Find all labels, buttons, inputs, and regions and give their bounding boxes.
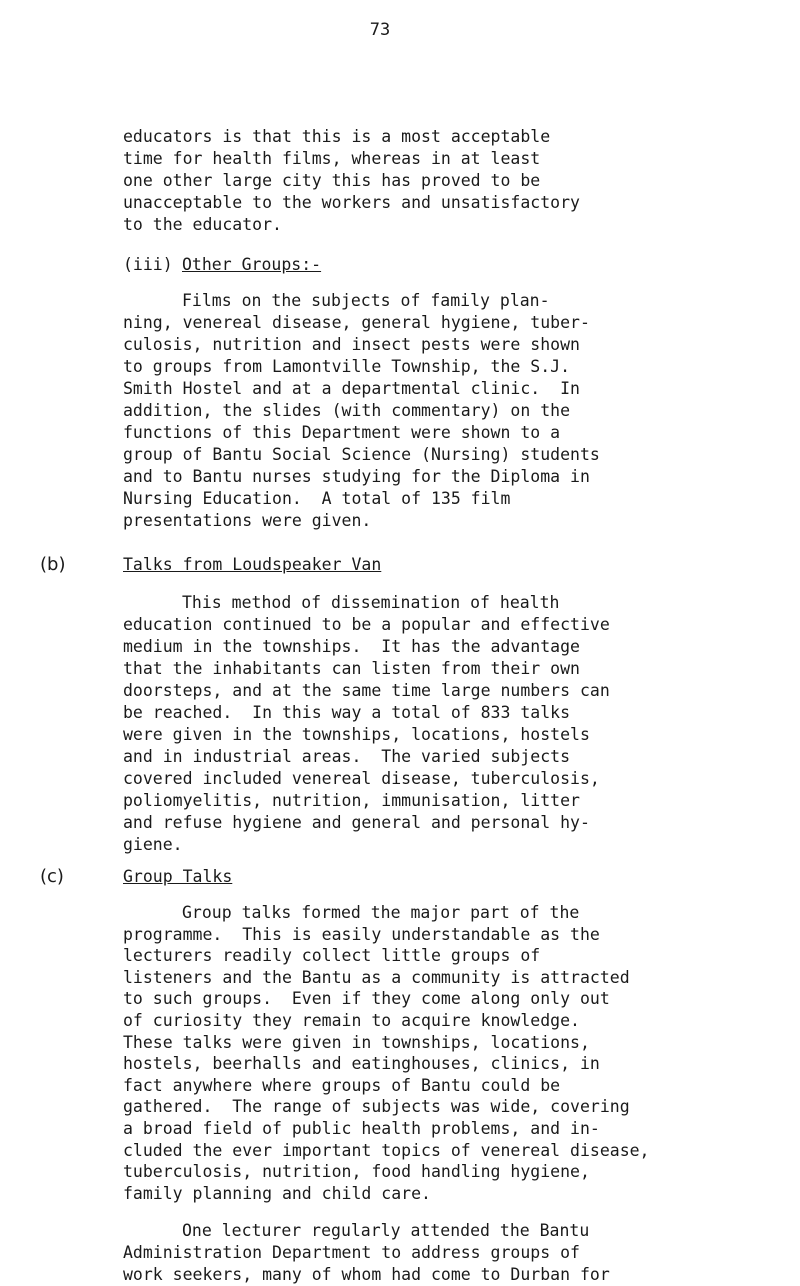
section-b-line-6: be reached. In this way a total of 833 talks: [123, 703, 571, 722]
section-iii-line-9: and to Bantu nurses studying for the Diploma in: [123, 467, 590, 486]
section-b-marker: (b): [40, 554, 66, 575]
section-iii-line-10: Nursing Education. A total of 135 film: [123, 489, 511, 508]
intro-line-3: one other large city this has proved to be: [123, 171, 541, 190]
section-b-line-3: medium in the townships. It has the advantage: [123, 637, 580, 656]
section-c-line-2: programme. This is easily understandable as the: [123, 924, 600, 944]
section-b-line-11: and refuse hygiene and general and personal hy-: [123, 813, 590, 832]
intro-line-5: to the educator.: [123, 215, 282, 234]
section-c-para2-line-3: work seekers, many of whom had come to Durban for: [123, 1264, 610, 1284]
section-c-para2-line-1: One lecturer regularly attended the Bantu: [182, 1221, 590, 1241]
section-c-line-6: of curiosity they remain to acquire knowledge.: [123, 1011, 580, 1030]
section-c-line-12: cluded the ever important topics of venereal disease,: [123, 1140, 650, 1160]
section-b-line-5: doorsteps, and at the same time large numbers can: [123, 681, 610, 700]
section-c-line-1: Group talks formed the major part of the: [182, 903, 580, 922]
section-b-line-1: This method of dissemination of health: [182, 593, 560, 612]
section-b-line-10: poliomyelitis, nutrition, immunisation, litter: [123, 791, 580, 810]
intro-line-2: time for health films, whereas in at least: [123, 149, 541, 168]
section-c-para2-line-2: Administration Department to address groups of: [123, 1243, 580, 1262]
section-iii-line-8: group of Bantu Social Science (Nursing) students: [123, 445, 600, 464]
page-number: 73: [369, 20, 391, 40]
section-c-line-3: lecturers readily collect little groups of: [123, 946, 541, 966]
intro-line-4: unacceptable to the workers and unsatisfactory: [123, 193, 580, 212]
section-b-line-8: and in industrial areas. The varied subjects: [123, 747, 571, 766]
section-b-line-9: covered included venereal disease, tuberculosis,: [123, 769, 600, 788]
intro-line-1: educators is that this is a most acceptable: [123, 127, 551, 146]
section-c-line-13: tuberculosis, nutrition, food handling hygiene,: [123, 1162, 590, 1182]
section-iii-heading: Other Groups:-: [182, 255, 322, 274]
section-c-line-9: fact anywhere where groups of Bantu could be: [123, 1075, 561, 1095]
section-iii-line-11: presentations were given.: [123, 511, 372, 530]
section-iii-line-3: culosis, nutrition and insect pests were shown: [123, 335, 580, 354]
section-iii-marker: (iii): [123, 255, 173, 274]
section-c-line-4: listeners and the Bantu as a community is attracted: [123, 967, 630, 987]
section-b-line-12: giene.: [123, 835, 183, 854]
section-c-line-7: These talks were given in townships, locations,: [123, 1032, 590, 1052]
section-iii-line-5: Smith Hostel and at a departmental clinic. In: [123, 379, 580, 398]
section-c-line-14: family planning and child care.: [123, 1183, 431, 1203]
section-b-line-7: were given in the townships, locations, hostels: [123, 725, 590, 744]
section-c-heading: Group Talks: [123, 867, 233, 886]
section-iii-line-4: to groups from Lamontville Township, the S.J.: [123, 357, 571, 376]
section-b-line-2: education continued to be a popular and effective: [123, 615, 610, 634]
section-iii-line-2: ning, venereal disease, general hygiene, tuber-: [123, 313, 590, 332]
section-iii-line-6: addition, the slides (with commentary) on the: [123, 401, 571, 420]
section-iii-line-7: functions of this Department were shown to a: [123, 423, 561, 442]
section-c-line-8: hostels, beerhalls and eatinghouses, clinics, in: [123, 1054, 600, 1074]
section-c-line-10: gathered. The range of subjects was wide, covering: [123, 1097, 630, 1117]
section-b-line-4: that the inhabitants can listen from their own: [123, 659, 580, 678]
section-c-marker: (c): [40, 866, 64, 887]
section-c-line-5: to such groups. Even if they come along only out: [123, 989, 610, 1009]
section-c-line-11: a broad field of public health problems, and in-: [123, 1119, 600, 1138]
section-b-heading: Talks from Loudspeaker Van: [123, 555, 382, 574]
section-iii-line-1: Films on the subjects of family plan-: [182, 291, 550, 310]
